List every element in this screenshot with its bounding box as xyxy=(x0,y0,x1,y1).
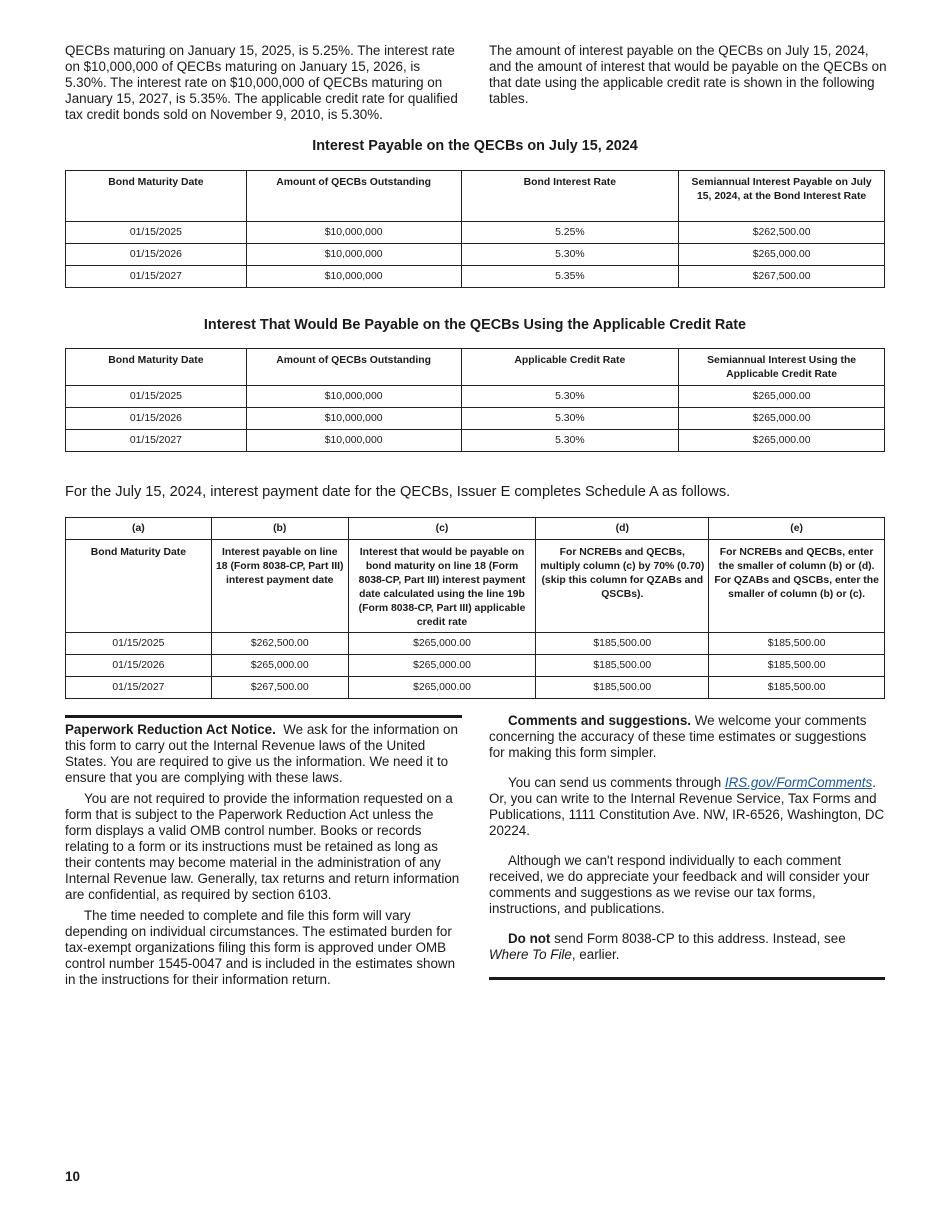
comments-text: We welcome your comments concerning the accuracy of these time estimates or suggestions for making this form simpler. xyxy=(489,713,867,760)
table-cell: 01/15/2026 xyxy=(66,408,247,430)
table-cell: $185,500.00 xyxy=(709,655,885,677)
column-header: Semiannual Interest Using the Applicable Credit Rate xyxy=(679,349,885,386)
table-row xyxy=(66,386,885,408)
table-row xyxy=(66,266,885,288)
table-cell: $185,500.00 xyxy=(536,633,709,655)
column-header: Bond Maturity Date xyxy=(66,171,247,222)
table-cell: 5.30% xyxy=(461,408,679,430)
table-cell: $262,500.00 xyxy=(679,222,885,244)
intro-left-text: QECBs maturing on January 15, 2025, is 5.25%. The interest rate on $10,000,000 of QECBs maturing on January 15, 2026, is 5.30%. The interest rate on $10,000,000 of QECBs maturing on January 15, 2027, is 5.35%. The applicable credit rate for qualified tax credit bonds sold on November 9, 2010, is 5.30%. xyxy=(65,43,458,122)
section-divider xyxy=(65,715,462,718)
comments-paragraph xyxy=(489,931,885,963)
table-row xyxy=(66,430,885,452)
column-header: Semiannual Interest Payable on July 15, 2024, at the Bond Interest Rate xyxy=(679,171,885,222)
page-number: 10 xyxy=(65,1169,81,1184)
table-cell: $10,000,000 xyxy=(246,386,461,408)
table-cell: $10,000,000 xyxy=(246,244,461,266)
paperwork-reduction-notice xyxy=(65,722,462,993)
table-cell: 01/15/2025 xyxy=(66,633,212,655)
table-header-row xyxy=(66,171,885,222)
table-row xyxy=(66,222,885,244)
column-letter: (b) xyxy=(211,518,348,540)
comments-paragraph: Although we can't respond individually to each comment received, we do appreciate your feedback and will consider your comments and suggestions as we revise our tax forms, instructions, and publications. xyxy=(489,853,870,916)
comments-text: send Form 8038-CP to this address. Instead, see xyxy=(550,931,846,946)
comments-text: You can send us comments through xyxy=(508,775,725,790)
table-cell: 5.25% xyxy=(461,222,679,244)
column-header: For NCREBs and QECBs, enter the smaller of column (b) or (d). For QZABs and QSCBs, enter the smaller of column (b) or (c). xyxy=(709,540,885,633)
table-cell: $10,000,000 xyxy=(246,430,461,452)
table-cell: 01/15/2027 xyxy=(66,266,247,288)
comments-text: , earlier. xyxy=(571,947,620,962)
intro-right-paragraph xyxy=(489,43,889,107)
table-cell: 01/15/2025 xyxy=(66,222,247,244)
table-cell: 01/15/2027 xyxy=(66,430,247,452)
table-row xyxy=(66,655,885,677)
table-cell: $265,000.00 xyxy=(679,430,885,452)
intro-left-paragraph xyxy=(65,43,465,123)
table-cell: $185,500.00 xyxy=(709,633,885,655)
table-cell: $185,500.00 xyxy=(709,677,885,699)
table2-title: Interest That Would Be Payable on the QECBs Using the Applicable Credit Rate xyxy=(203,317,747,333)
column-header: For NCREBs and QECBs, multiply column (c) by 70% (0.70) (skip this column for QZABs and QSCBs). xyxy=(536,540,709,633)
column-header: Interest that would be payable on bond maturity on line 18 (Form 8038-CP, Part III) interest payment date calculated using the line 19b (Form 8038-CP, Part III) applicable credit rate xyxy=(348,540,536,633)
interest-payable-table xyxy=(65,170,885,288)
table-cell: $10,000,000 xyxy=(246,408,461,430)
table-row xyxy=(66,677,885,699)
column-letter-row xyxy=(66,518,885,540)
paperwork-paragraph: You are not required to provide the information requested on a form that is subject to the Paperwork Reduction Act unless the form displays a valid OMB control number. Books or records relating to a form or its instructions must be retained as long as their contents may become material in the administration of any Internal Revenue law. Generally, tax returns and return information are confidential, as required by section 6103. xyxy=(65,791,460,902)
table-row xyxy=(66,633,885,655)
table-cell: $262,500.00 xyxy=(211,633,348,655)
where-to-file-reference: Where To File xyxy=(489,947,572,962)
table-cell: $185,500.00 xyxy=(536,655,709,677)
table-cell: $185,500.00 xyxy=(536,677,709,699)
table-cell: 01/15/2026 xyxy=(66,655,212,677)
column-header: Amount of QECBs Outstanding xyxy=(246,171,461,222)
column-letter: (a) xyxy=(66,518,212,540)
table-cell: $10,000,000 xyxy=(246,222,461,244)
table-cell: $267,500.00 xyxy=(679,266,885,288)
table-row xyxy=(66,408,885,430)
table-cell: $265,000.00 xyxy=(211,655,348,677)
comments-paragraph xyxy=(489,713,885,761)
comments-text: . Or, you can write to the Internal Revenue Service, Tax Forms and Publications, 1111 Constitution Ave. NW, IR-6526, Washington, DC 20224. xyxy=(489,775,885,838)
table1-title: Interest Payable on the QECBs on July 15, 2024 xyxy=(312,138,638,154)
column-header: Amount of QECBs Outstanding xyxy=(246,349,461,386)
column-letter: (d) xyxy=(536,518,709,540)
column-letter: (e) xyxy=(709,518,885,540)
intro-right-text: The amount of interest payable on the QECBs on July 15, 2024, and the amount of interest that would be payable on the QECBs on that date using the applicable credit rate is shown in the following tables. xyxy=(489,43,887,106)
column-header: Bond Maturity Date xyxy=(66,540,212,633)
table-cell: 01/15/2026 xyxy=(66,244,247,266)
column-header: Interest payable on line 18 (Form 8038-CP, Part III) interest payment date xyxy=(211,540,348,633)
table-cell: 5.30% xyxy=(461,430,679,452)
form-comments-link[interactable]: IRS.gov/FormComments xyxy=(724,775,873,790)
table-cell: 01/15/2027 xyxy=(66,677,212,699)
table-header-row xyxy=(66,540,885,633)
comments-paragraph xyxy=(489,775,885,839)
table-cell: $265,000.00 xyxy=(679,244,885,266)
comments-heading: Comments and suggestions. xyxy=(508,713,692,728)
paperwork-paragraph: The time needed to complete and file this form will vary depending on individual circumstances. The estimated burden for tax-exempt organizations filing this form is approved under OMB control number 1545-0047 and is included in the estimates shown in the instructions for their information return. xyxy=(65,908,456,987)
table-cell: 5.30% xyxy=(461,244,679,266)
table-cell: $265,000.00 xyxy=(679,386,885,408)
column-header: Bond Interest Rate xyxy=(461,171,679,222)
table-header-row xyxy=(66,349,885,386)
table-cell: $265,000.00 xyxy=(348,677,536,699)
section-end-rule xyxy=(489,977,885,980)
applicable-credit-rate-table xyxy=(65,348,885,452)
column-letter: (c) xyxy=(348,518,536,540)
table-cell: $265,000.00 xyxy=(679,408,885,430)
table-cell: 5.35% xyxy=(461,266,679,288)
table-row xyxy=(66,244,885,266)
table-cell: 01/15/2025 xyxy=(66,386,247,408)
table-cell: 5.30% xyxy=(461,386,679,408)
comments-and-suggestions xyxy=(489,713,885,977)
table-cell: $267,500.00 xyxy=(211,677,348,699)
schedule-a-sentence: For the July 15, 2024, interest payment date for the QECBs, Issuer E completes Schedule A as follows. xyxy=(65,484,731,500)
column-header: Applicable Credit Rate xyxy=(461,349,679,386)
table-cell: $265,000.00 xyxy=(348,633,536,655)
schedule-a-table xyxy=(65,517,885,699)
paperwork-heading: Paperwork Reduction Act Notice. xyxy=(65,722,276,737)
table-cell: $10,000,000 xyxy=(246,266,461,288)
do-not-emphasis: Do not xyxy=(508,931,551,946)
column-header: Bond Maturity Date xyxy=(66,349,247,386)
paperwork-paragraph xyxy=(65,722,462,786)
paperwork-text: We ask for the information on this form to carry out the Internal Revenue laws of the United States. You are required to give us the information. We need it to ensure that you are complying with these laws. xyxy=(65,722,458,785)
table-cell: $265,000.00 xyxy=(348,655,536,677)
